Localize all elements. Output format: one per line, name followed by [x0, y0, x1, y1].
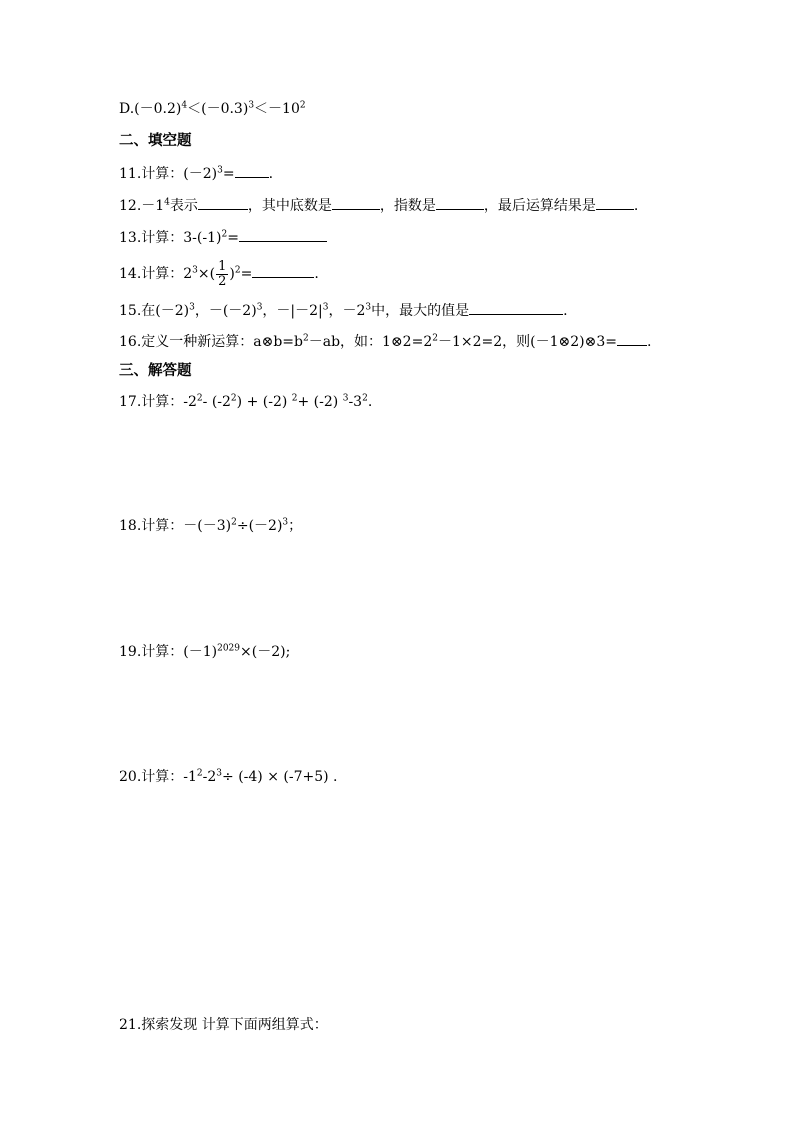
question-14: 14.计算：$2^3\times$( $\frac{1}{2}$ )$^2$= . — [119, 258, 319, 289]
answer-blank[interactable] — [239, 227, 327, 242]
question-20: 20.计算：$-1^2-2^3\div (-4) \times (-7+5)$ . — [119, 768, 338, 785]
answer-blank[interactable] — [198, 195, 248, 210]
question-16: 16.定义一种新运算：$a\otimes b=b^2-ab$，如：$1\otimes 2=2^2-1\times 2=2$，则(－1⊗2)⊗3= . — [119, 331, 651, 351]
answer-blank[interactable] — [332, 195, 380, 210]
question-15: 15.在$(-2)^3$，$-(-2)^3$，$-|-2|^3$，$-2^3$中，最大的值是 . — [119, 300, 568, 320]
section-solve-heading: 三、解答题 — [119, 363, 192, 379]
answer-blank[interactable] — [252, 263, 314, 278]
answer-blank[interactable] — [596, 195, 634, 210]
question-11: 11.计算：$(-2)^3=$ . — [119, 163, 273, 183]
question-18: 18.计算：$-(-3)^2\div(-2)^3$； — [119, 517, 303, 534]
question-19: 19.计算：$(-1)^{2029}\times(-2)$; — [119, 643, 291, 660]
option-d: $D.(-0.2)^4<(-0.3)^3<-10^2$ — [119, 100, 306, 117]
question-12: $12.-1^4$表示 ，其中底数是 ，指数是 ，最后运算结果是 . — [119, 195, 638, 215]
question-17: 17.计算：$-2^2-$ $(-2^2) + (-2)$ $^2$+ (-2) $^3-3^2$. — [119, 393, 373, 410]
answer-blank[interactable] — [235, 163, 269, 178]
answer-blank[interactable] — [617, 331, 647, 346]
answer-blank[interactable] — [436, 195, 484, 210]
fraction-one-half: $\frac{1}{2}$ — [218, 258, 227, 289]
section-fill-blank-heading: 二、填空题 — [119, 133, 192, 149]
question-21: 21.探索发现 计算下面两组算式： — [119, 1017, 328, 1033]
question-13: 13.计算：$3-(-1)^2=$ — [119, 227, 327, 247]
answer-blank[interactable] — [469, 300, 563, 315]
